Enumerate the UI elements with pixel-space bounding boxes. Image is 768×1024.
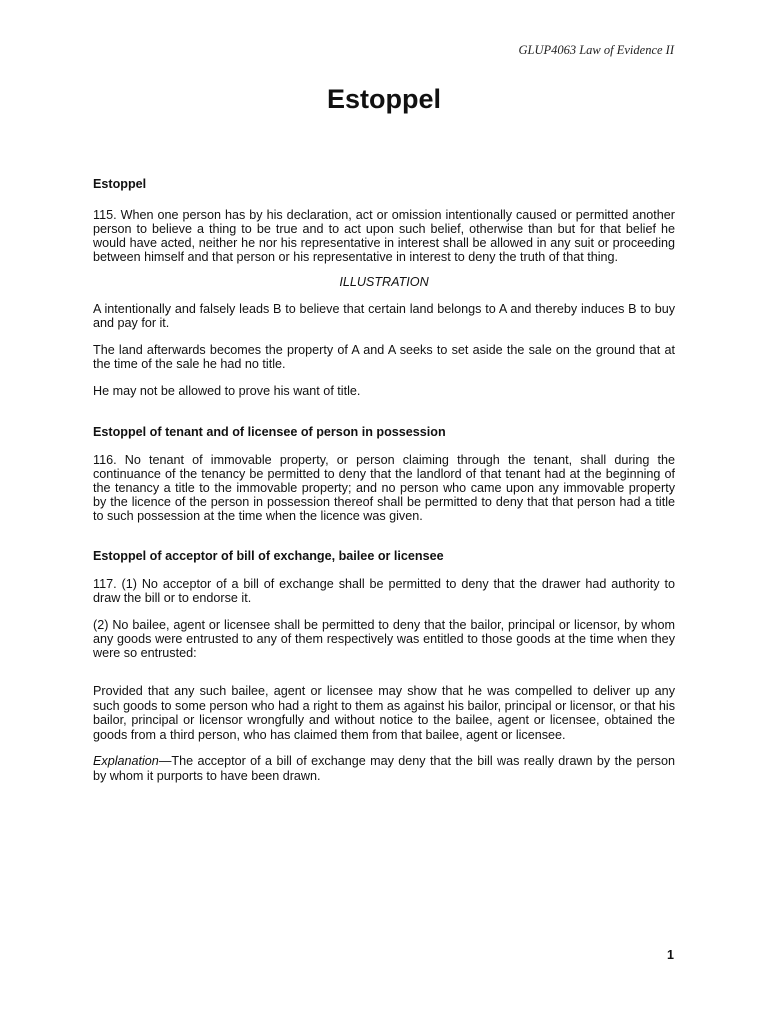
section-115-text: 115. When one person has by his declaration, act or omission intentionally caused or permitted another person to believe a thing to be true and to act upon such belief, otherwise than but for that belief he would have acted, neither he nor his representative in interest shall be allowed in any suit or proceeding between himself and that person or his representative in interest to deny the truth of that thing. [93, 207, 675, 264]
explanation-paragraph [93, 754, 675, 784]
section-117-1-text: 117. (1) No acceptor of a bill of exchange shall be permitted to deny that the drawer had authority to draw the bill or to endorse it. [93, 577, 675, 606]
page-title: Estoppel [326, 84, 441, 114]
section-117-2-text: (2) No bailee, agent or licensee shall be permitted to deny that the bailor, principal or licensor, by whom any goods were entrusted to any of them respectively was entitled to those goods at the time when they were so entrusted: [93, 618, 675, 660]
section-116-text: 116. No tenant of immovable property, or person claiming through the tenant, shall during the continuance of the tenancy be permitted to deny that the landlord of that tenant had at the beginning of the tenancy a title to the immovable property; and no person who came upon any immovable property by the licence of the person in possession thereof shall be permitted to deny that that person had a title to such possession at the time when the licence was given. [93, 452, 675, 523]
illustration-paragraph: A intentionally and falsely leads B to believe that certain land belongs to A and thereby induces B to buy and pay for it. [93, 302, 675, 331]
section-heading-tenant: Estoppel of tenant and of licensee of person in possession [93, 424, 446, 439]
proviso-text: Provided that any such bailee, agent or licensee may show that he was compelled to deliver up any such goods to some person who had a right to them as against his bailor, principal or licensor, or that his bailor, principal or licensor wrongfully and without notice to the bailee, agent or licensee, obtained the goods from a third person, who has claimed them from that bailee, agent or licensee. [93, 683, 675, 743]
section-heading-acceptor: Estoppel of acceptor of bill of exchange, bailee or licensee [93, 549, 444, 564]
illustration-paragraph: He may not be allowed to prove his want of title. [93, 384, 361, 399]
section-heading-estoppel: Estoppel [93, 177, 147, 191]
running-header: GLUP4063 Law of Evidence II [518, 43, 674, 57]
illustration-paragraph: The land afterwards becomes the property of A and A seeks to set aside the sale on the ground that at the time of the sale he had no title. [93, 343, 675, 372]
explanation-label: Explanation [93, 754, 159, 769]
explanation-text: —The acceptor of a bill of exchange may deny that the bill was really drawn by the person by whom it purports to have been drawn. [93, 754, 675, 783]
document-body [93, 178, 675, 784]
page-number: 1 [667, 948, 674, 962]
illustration-heading: ILLUSTRATION [339, 274, 429, 289]
